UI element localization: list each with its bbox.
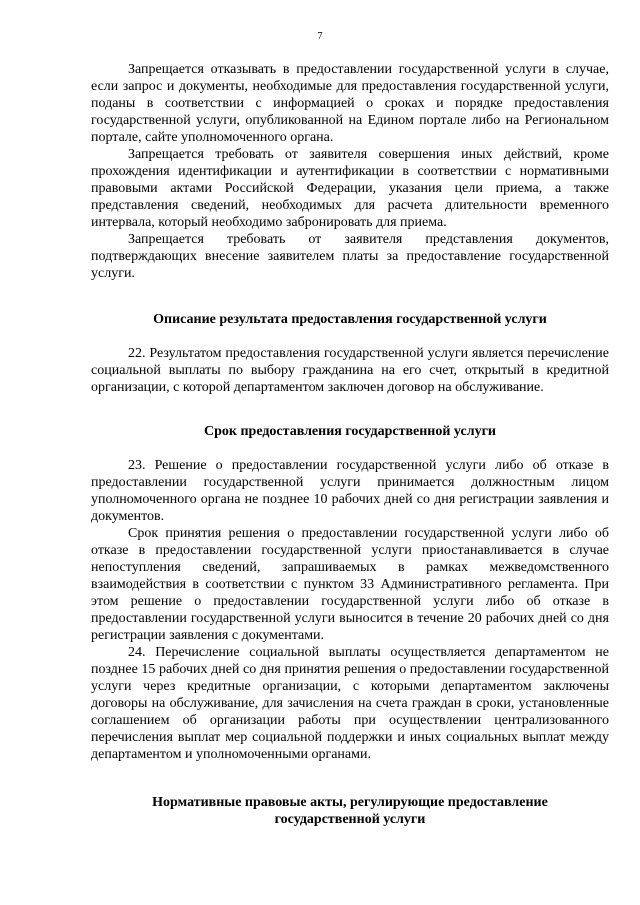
paragraph-extra-actions-prohibited: Запрещается требовать от заявителя совершения иных действий, кроме прохождения идентификации и аутентификации в соответствии с нормативными правовыми актами Российской Федерации, указания цели приема, а также представления сведений, необходимых для расчета длительности временного интервала, который необходимо забронировать для приема. [91, 147, 609, 230]
heading-line-2: государственной услуги [274, 812, 426, 827]
paragraph-refusal-prohibited: Запрещается отказывать в предоставлении государственной услуги в случае, если запрос и документы, необходимые для предоставления государственной услуги, поданы в соответствии с информацией о сроках и порядке предоставления государственной услуги, опубликованной на Едином портале либо на Региональном портале, сайте уполномоченного органа. [91, 62, 609, 145]
page-number: 7 [317, 31, 323, 42]
page-content [91, 61, 609, 828]
paragraph-22: 22. Результатом предоставления государственной услуги является перечисление социальной выплаты по выбору гражданина на его счет, открытый в кредитной организации, с которой департаментом заключен договор на обслуживание. [91, 346, 609, 395]
paragraph-payment-documents-prohibited: Запрещается требовать от заявителя представления документов, подтверждающих внесение заявителем платы за предоставление государственной услуги. [91, 232, 609, 281]
paragraph-suspension: Срок принятия решения о предоставлении государственной услуги либо об отказе в предоставлении государственной услуги приостанавливается в случае непоступления сведений, запрашиваемых в рамках межведомственного взаимодействия в соответствии с пунктом 33 Административного регламента. При этом решение о предоставлении государственной услуги либо об отказе в предоставлении государственной услуги выносится в течение 20 рабочих дней со дня регистрации заявления с документами. [91, 526, 609, 643]
paragraph-24: 24. Перечисление социальной выплаты осуществляется департаментом не позднее 15 рабочих дней со дня принятия решения о предоставлении государственной услуги через кредитные организации, с которыми департаментом заключены договоры на обслуживание, для зачисления на счета граждан в сроки, установленные соглашением об организации работы при осуществлении централизованного перечисления выплат мер социальной поддержки и иных социальных выплат между департаментом и уполномоченными органами. [91, 645, 609, 762]
heading-line-1: Нормативные правовые акты, регулирующие предоставление [152, 795, 548, 810]
paragraph-23: 23. Решение о предоставлении государственной услуги либо об отказе в предоставлении государственной услуги принимается должностным лицом уполномоченного органа не позднее 10 рабочих дней со дня регистрации заявления и документов. [91, 458, 609, 524]
section-heading-legal-acts [91, 794, 609, 828]
section-heading-result: Описание результата предоставления государственной услуги [153, 312, 547, 327]
section-heading-term: Срок предоставления государственной услуги [204, 424, 496, 439]
